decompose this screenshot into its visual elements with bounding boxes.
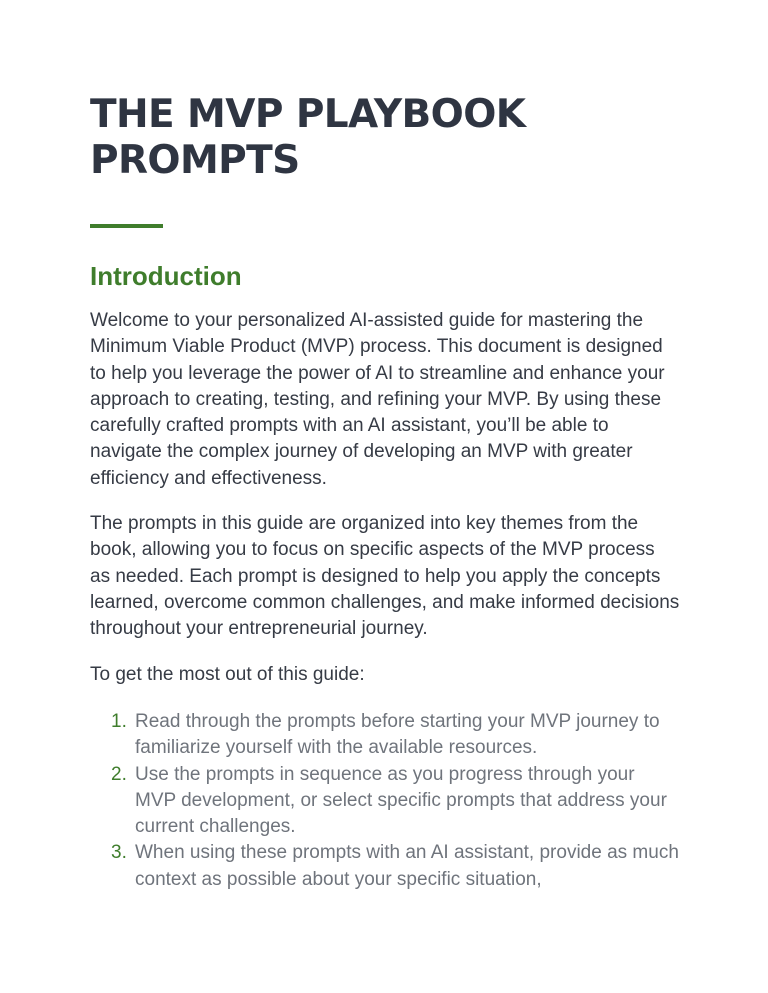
title-underline bbox=[90, 224, 163, 228]
section-heading-introduction: Introduction bbox=[90, 261, 242, 291]
step-text: Use the prompts in sequence as you progress through your MVP development, or select specific prompts that address your current challenges. bbox=[135, 763, 667, 838]
intro-paragraph-2: The prompts in this guide are organized into key themes from the book, allowing you to focus on specific aspects of the MVP process as needed. Each prompt is designed to help you apply the concepts learned, overcome common challenges, and make informed decisions throughout your entrepreneurial journey. bbox=[90, 513, 680, 640]
list-item-step-3 bbox=[90, 840, 680, 893]
step-number: 2. bbox=[111, 763, 127, 785]
step-number: 3. bbox=[111, 842, 127, 864]
guide-lead-in: To get the most out of this guide: bbox=[90, 664, 365, 685]
page-title: THE MVP PLAYBOOK PROMPTS bbox=[90, 92, 526, 183]
step-text: When using these prompts with an AI assistant, provide as much context as possible about your specific situation, bbox=[135, 842, 679, 890]
intro-paragraph-1: Welcome to your personalized AI-assisted guide for mastering the Minimum Viable Product (MVP) process. This document is designed to help you leverage the power of AI to streamline and enhance your approach to creating, testing, and refining your MVP. By using these carefully crafted prompts with an AI assistant, you’ll be able to navigate the complex journey of developing an MVP with greater efficiency and effectiveness. bbox=[90, 310, 665, 489]
list-item-step-1 bbox=[90, 709, 680, 762]
step-number: 1. bbox=[111, 711, 127, 732]
list-item-step-2 bbox=[90, 762, 680, 841]
step-text: Read through the prompts before starting your MVP journey to familiarize yourself with the available resources. bbox=[135, 711, 660, 759]
guide-steps-list bbox=[90, 709, 680, 893]
